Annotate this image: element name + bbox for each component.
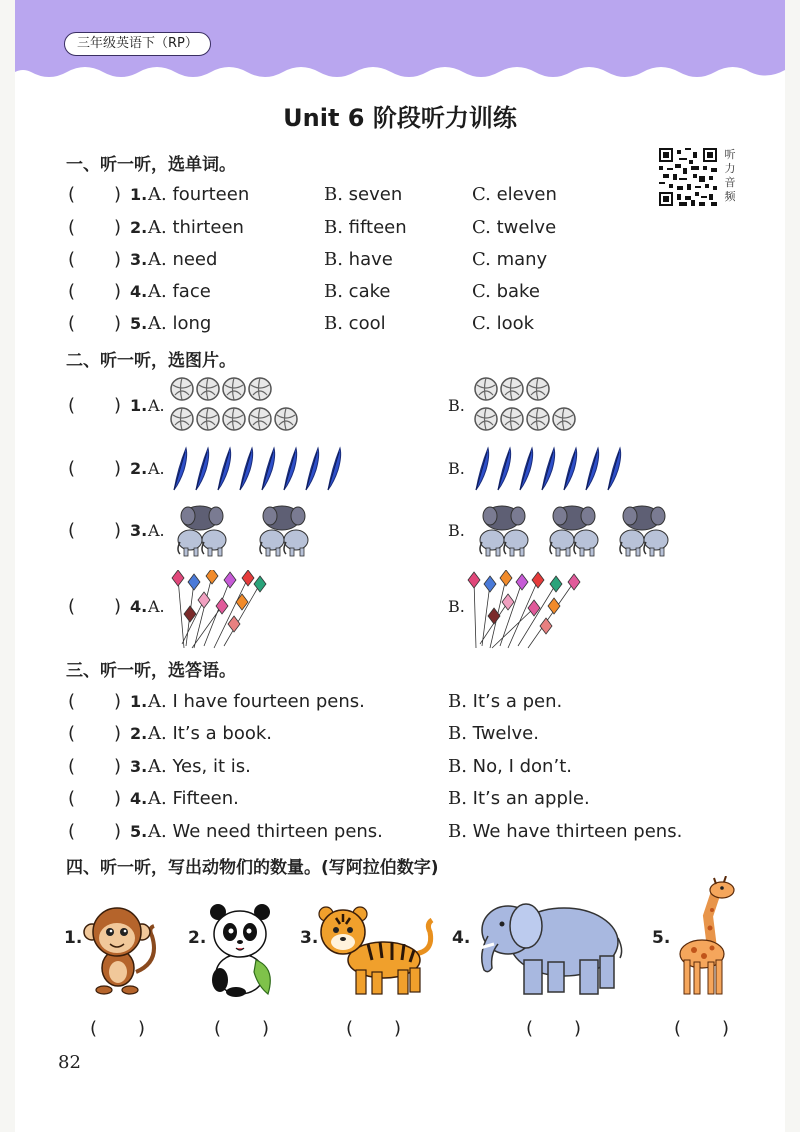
volleyballs-9-image[interactable] [168, 375, 304, 435]
s1-question-5: ( ) 5. A. long B. cool C. look [0, 311, 800, 337]
option-a: A. Yes, it is. [148, 756, 251, 777]
elephant-groups-2-image[interactable] [168, 500, 328, 560]
option-c: C. look [472, 313, 535, 334]
giraffe-image[interactable] [672, 876, 742, 998]
option-a-label: A. [148, 396, 165, 415]
elephant-groups-3-image[interactable] [472, 500, 682, 560]
option-a: A. Fifteen. [148, 788, 239, 809]
question-number: 5. [130, 314, 148, 333]
option-b: B. It’s an apple. [448, 788, 590, 809]
option-c: C. twelve [472, 217, 557, 238]
question-number: 4. [130, 789, 148, 808]
animal-number: 5. [652, 928, 671, 948]
panda-image[interactable] [206, 902, 282, 998]
option-a: A. face [148, 281, 211, 302]
s3-question-1: ( ) 1. A. I have fourteen pens. B. It’s a pen. [0, 689, 800, 715]
section3-title: 三、听一听，选答语。 [66, 661, 236, 681]
question-number: 2. [130, 459, 148, 478]
s3-question-3: ( ) 3. A. Yes, it is. B. No, I don’t. [0, 754, 800, 780]
animal-number: 3. [300, 928, 319, 948]
option-b: B. cool [324, 313, 386, 334]
option-b-label: B. [448, 597, 465, 616]
animal-number: 1. [64, 928, 83, 948]
option-c: C. bake [472, 281, 540, 302]
s3-question-5: ( ) 5. A. We need thirteen pens. B. We have thirteen pens. [0, 819, 800, 845]
qr-label: 听力音频 [724, 148, 736, 203]
kites-image-a[interactable] [164, 570, 274, 652]
page-number: 82 [58, 1052, 81, 1073]
volleyballs-7-image[interactable] [472, 375, 582, 435]
animal-number: 2. [188, 928, 207, 948]
question-number: 4. [130, 282, 148, 301]
question-number: 1. [130, 185, 148, 204]
page-title: Unit 6 阶段听力训练 [283, 104, 517, 132]
s1-question-4: ( ) 4. A. face B. cake C. bake [0, 279, 800, 305]
s1-question-2: ( ) 2. A. thirteen B. fifteen C. twelve [0, 215, 800, 241]
option-b: B. have [324, 249, 393, 270]
question-number: 4. [130, 597, 148, 616]
question-number: 3. [130, 250, 148, 269]
s3-question-2: ( ) 2. A. It’s a book. B. Twelve. [0, 721, 800, 747]
s3-question-4: ( ) 4. A. Fifteen. B. It’s an apple. [0, 786, 800, 812]
feathers-7-image[interactable] [472, 446, 632, 492]
option-a: A. long [148, 313, 212, 334]
section4-title: 四、听一听，写出动物们的数量。(写阿拉伯数字) [66, 858, 439, 878]
monkey-image[interactable] [82, 902, 162, 998]
option-b: B. cake [324, 281, 391, 302]
option-a: A. fourteen [148, 184, 250, 205]
section2-title: 二、听一听，选图片。 [66, 351, 236, 371]
s2-question-3: ( ) 3. A. B. [0, 500, 800, 562]
s2-question-4: ( ) 4. A. B. [0, 570, 800, 652]
option-b: B. We have thirteen pens. [448, 821, 683, 842]
elephant-image[interactable] [474, 894, 624, 998]
option-b: B. seven [324, 184, 403, 205]
option-a: A. need [148, 249, 218, 270]
s2-question-2: ( ) 2. A. B. [0, 446, 800, 496]
option-a: A. thirteen [148, 217, 244, 238]
question-number: 2. [130, 724, 148, 743]
question-number: 2. [130, 218, 148, 237]
question-number: 3. [130, 521, 148, 540]
s1-question-1: ( ) 1. A. fourteen B. seven C. eleven [0, 182, 800, 208]
option-a: A. It’s a book. [148, 723, 272, 744]
option-c: C. eleven [472, 184, 557, 205]
question-number: 3. [130, 757, 148, 776]
option-a: A. We need thirteen pens. [148, 821, 383, 842]
question-number: 5. [130, 822, 148, 841]
option-b: B. It’s a pen. [448, 691, 563, 712]
section1-title: 一、听一听，选单词。 [66, 155, 236, 175]
option-a-label: A. [148, 521, 165, 540]
option-b-label: B. [448, 521, 465, 540]
option-b: B. fifteen [324, 217, 407, 238]
s1-question-3: ( ) 3. A. need B. have C. many [0, 247, 800, 273]
option-b-label: B. [448, 396, 465, 415]
question-number: 1. [130, 396, 148, 415]
option-b: B. No, I don’t. [448, 756, 572, 777]
animal-number: 4. [452, 928, 471, 948]
option-b-label: B. [448, 459, 465, 478]
book-tag: 三年级英语下（RP） [64, 32, 211, 56]
option-a: A. I have fourteen pens. [148, 691, 365, 712]
option-b: B. Twelve. [448, 723, 539, 744]
option-a-label: A. [148, 459, 165, 478]
question-number: 1. [130, 692, 148, 711]
kites-image-b[interactable] [462, 570, 592, 652]
option-c: C. many [472, 249, 548, 270]
feathers-8-image[interactable] [170, 446, 350, 492]
s2-question-1: ( ) 1. A. B. [0, 375, 800, 435]
tiger-image[interactable] [318, 902, 436, 998]
option-a-label: A. [148, 597, 165, 616]
